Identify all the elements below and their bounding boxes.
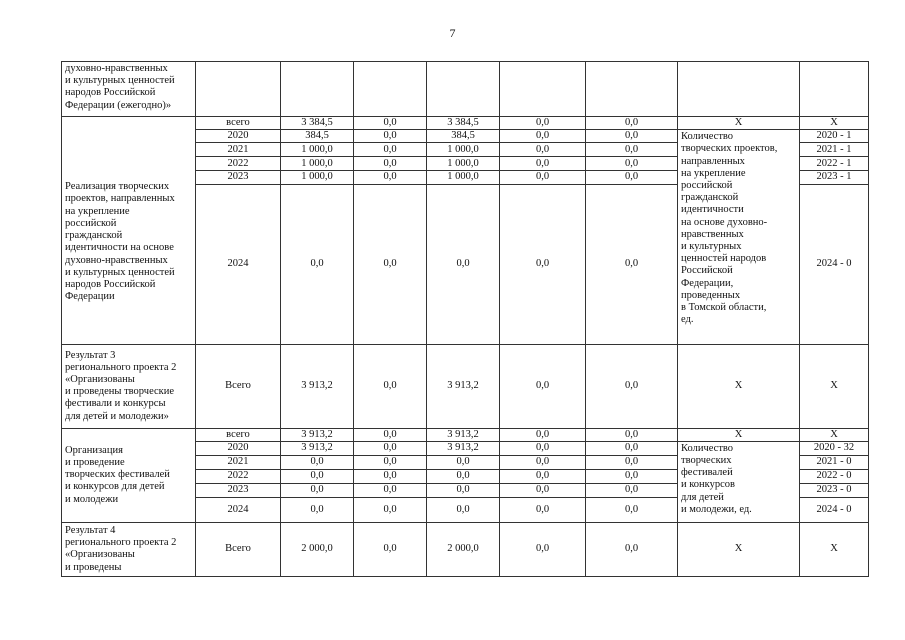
federal-cell: 0,0: [354, 497, 427, 522]
federal-cell: 0,0: [354, 483, 427, 497]
federal-cell: 0,0: [354, 171, 427, 184]
year-cell: 2024: [196, 497, 281, 522]
local-cell: 0,0: [500, 344, 586, 428]
other-cell: 0,0: [586, 497, 678, 522]
total-cell: 2 000,0: [281, 522, 354, 576]
federal-cell: 0,0: [354, 428, 427, 441]
table-row: [62, 344, 869, 428]
target-cell: 2024 - 0: [800, 497, 869, 522]
other-cell: 0,0: [586, 428, 678, 441]
local-cell: 0,0: [500, 143, 586, 157]
local-cell: 0,0: [500, 157, 586, 171]
total-cell: 1 000,0: [281, 171, 354, 184]
other-cell: 0,0: [586, 143, 678, 157]
event-name-cell: Организация и проведение творческих фестивалей и конкурсов для детей и молодежи: [62, 428, 196, 522]
total-cell: 3 913,2: [281, 441, 354, 455]
federal-cell: 0,0: [354, 469, 427, 483]
target-cell: 2022 - 0: [800, 469, 869, 483]
other-cell: 0,0: [586, 483, 678, 497]
other-cell: 0,0: [586, 441, 678, 455]
total-cell: 3 913,2: [281, 344, 354, 428]
total-cell: 384,5: [281, 130, 354, 143]
local-cell: 0,0: [500, 441, 586, 455]
local-cell: 0,0: [500, 483, 586, 497]
event-name-cell: Реализация творческих проектов, направленных на укрепление российской гражданской идентичности на основе духовно-нравственных и культурных ценностей народов Российской Федерации: [62, 117, 196, 345]
regional-cell: 3 913,2: [427, 428, 500, 441]
total-cell: 0,0: [281, 455, 354, 469]
federal-cell: 0,0: [354, 184, 427, 344]
indicator-cell: Х: [678, 344, 800, 428]
local-cell: 0,0: [500, 184, 586, 344]
regional-cell: 1 000,0: [427, 171, 500, 184]
regional-cell: 0,0: [427, 497, 500, 522]
total-cell: 3 913,2: [281, 428, 354, 441]
target-cell: 2021 - 1: [800, 143, 869, 157]
target-cell: 2020 - 32: [800, 441, 869, 455]
other-cell: 0,0: [586, 455, 678, 469]
regional-cell: 0,0: [427, 483, 500, 497]
target-cell: 2022 - 1: [800, 157, 869, 171]
year-cell: 2022: [196, 469, 281, 483]
target-cell: 2021 - 0: [800, 455, 869, 469]
total-cell: 1 000,0: [281, 143, 354, 157]
indicator-description-cell: Количество творческих проектов, направленных на укрепление российской гражданской идентичности на основе духовно- нравственных и культурных ценностей народов Российской Федерации, проведенных в Томской области, ед.: [678, 130, 800, 344]
federal-cell: 0,0: [354, 441, 427, 455]
total-cell: 1 000,0: [281, 157, 354, 171]
target-cell: Х: [800, 428, 869, 441]
target-cell: 2024 - 0: [800, 184, 869, 344]
table-row: [62, 428, 869, 441]
regional-cell: 3 384,5: [427, 117, 500, 130]
indicator-cell: Х: [678, 428, 800, 441]
local-cell: 0,0: [500, 130, 586, 143]
regional-cell: 1 000,0: [427, 157, 500, 171]
local-cell: 0,0: [500, 469, 586, 483]
other-cell: 0,0: [586, 469, 678, 483]
local-cell: 0,0: [500, 428, 586, 441]
total-cell: 0,0: [281, 483, 354, 497]
indicator-cell: Х: [678, 522, 800, 576]
federal-cell: 0,0: [354, 143, 427, 157]
federal-cell: 0,0: [354, 117, 427, 130]
total-cell: 0,0: [281, 184, 354, 344]
target-cell: 2020 - 1: [800, 130, 869, 143]
target-cell: Х: [800, 344, 869, 428]
other-cell: 0,0: [586, 344, 678, 428]
regional-cell: 3 913,2: [427, 344, 500, 428]
target-cell: 2023 - 0: [800, 483, 869, 497]
federal-cell: 0,0: [354, 455, 427, 469]
year-cell: всего: [196, 428, 281, 441]
local-cell: 0,0: [500, 497, 586, 522]
year-cell: 2021: [196, 455, 281, 469]
indicator-cell: Х: [678, 117, 800, 130]
table-row: [62, 522, 869, 576]
total-cell: 0,0: [281, 469, 354, 483]
row-name-cell: духовно-нравственных и культурных ценностей народов Российской Федерации (ежегодно)»: [62, 62, 196, 117]
target-cell: 2023 - 1: [800, 171, 869, 184]
target-cell: Х: [800, 522, 869, 576]
year-cell: 2024: [196, 184, 281, 344]
regional-cell: 0,0: [427, 455, 500, 469]
year-cell: 2023: [196, 483, 281, 497]
table-row: [62, 62, 869, 117]
federal-cell: 0,0: [354, 522, 427, 576]
indicator-description-cell: Количество творческих фестивалей и конкурсов для детей и молодежи, ед.: [678, 441, 800, 522]
year-cell: 2020: [196, 441, 281, 455]
regional-cell: 0,0: [427, 184, 500, 344]
regional-cell: 1 000,0: [427, 143, 500, 157]
regional-cell: 0,0: [427, 469, 500, 483]
year-cell: 2021: [196, 143, 281, 157]
budget-table: [61, 61, 869, 577]
year-cell: Всего: [196, 344, 281, 428]
local-cell: 0,0: [500, 455, 586, 469]
regional-cell: 384,5: [427, 130, 500, 143]
table-row: [62, 117, 869, 130]
total-cell: 3 384,5: [281, 117, 354, 130]
total-cell: 0,0: [281, 497, 354, 522]
local-cell: 0,0: [500, 171, 586, 184]
other-cell: 0,0: [586, 171, 678, 184]
year-cell: всего: [196, 117, 281, 130]
other-cell: 0,0: [586, 522, 678, 576]
other-cell: 0,0: [586, 184, 678, 344]
federal-cell: 0,0: [354, 344, 427, 428]
regional-cell: 2 000,0: [427, 522, 500, 576]
year-cell: 2020: [196, 130, 281, 143]
regional-cell: 3 913,2: [427, 441, 500, 455]
federal-cell: 0,0: [354, 130, 427, 143]
year-cell: 2023: [196, 171, 281, 184]
local-cell: 0,0: [500, 522, 586, 576]
local-cell: 0,0: [500, 117, 586, 130]
other-cell: 0,0: [586, 157, 678, 171]
page-number: 7: [449, 26, 456, 40]
target-cell: Х: [800, 117, 869, 130]
year-cell: 2022: [196, 157, 281, 171]
federal-cell: 0,0: [354, 157, 427, 171]
year-cell: Всего: [196, 522, 281, 576]
other-cell: 0,0: [586, 117, 678, 130]
result-name-cell: Результат 4 регионального проекта 2 «Организованы и проведены: [62, 522, 196, 576]
result-name-cell: Результат 3 регионального проекта 2 «Организованы и проведены творческие фестивали и конкурсы для детей и молодежи»: [62, 344, 196, 428]
other-cell: 0,0: [586, 130, 678, 143]
